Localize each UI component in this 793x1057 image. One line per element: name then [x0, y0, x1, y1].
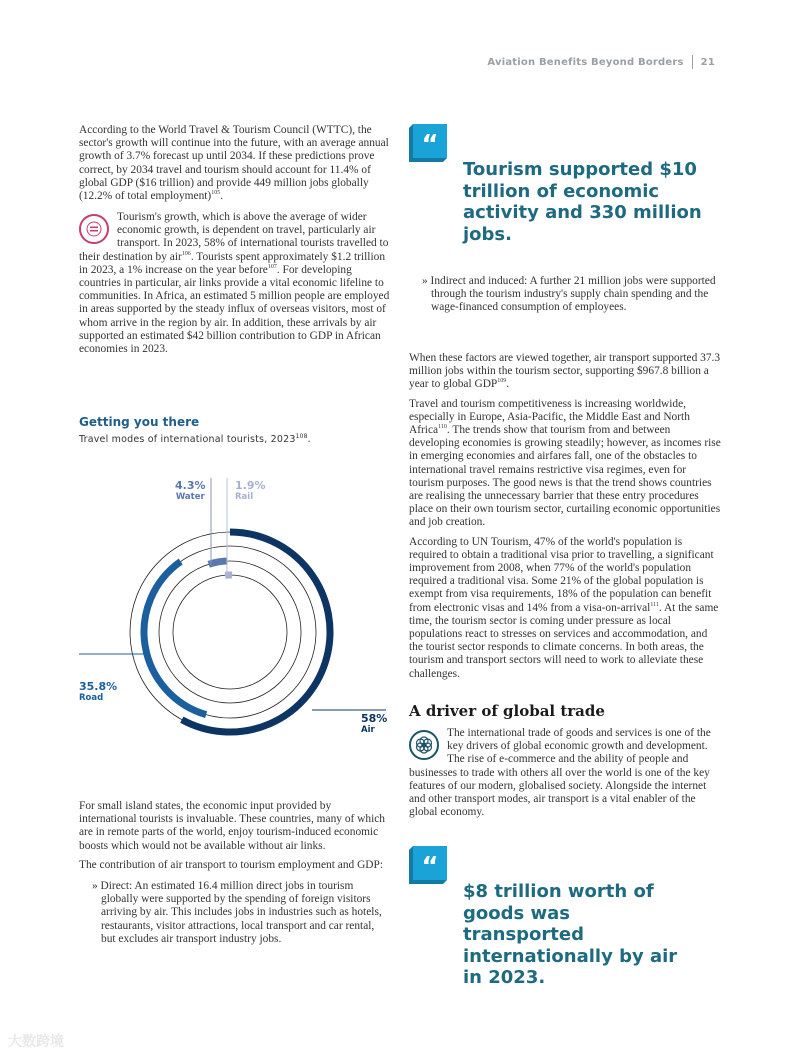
- svg-text:“: “: [421, 852, 439, 882]
- quote-icon: [409, 124, 447, 166]
- paragraph-text: Tourism's growth, which is above the average of wider economic growth, is dependent on travel, particularly air transport. In 2023, 58% of international tourists travelled to their destination by air: [79, 211, 389, 263]
- paragraph-text: . The trends show that tourism from and between developing economies is growing steadily; however, as incomes rise in emerging economies and airfares fall, one of the obstacles to international travel remains restrictive visa regimes, even for tourism purposes. The good news is that the trend shows countries are realising the unnecessary barrier that these entry procedures place on their own tourism sector, curtailing economic opportunities and job creation.: [409, 424, 721, 529]
- header-divider: [692, 55, 693, 69]
- bullet-indirect: » Indirect and induced: A further 21 million jobs were supported through the tourism industry's supply chain spending and the wage-financed consumption of employees.: [422, 275, 716, 314]
- flower-circle-icon: [409, 730, 439, 760]
- page-header: [487, 55, 715, 69]
- footnote-ref: 107: [267, 264, 277, 271]
- road-value: 35.8%: [79, 680, 118, 693]
- caption-text: Travel modes of international tourists, 2023: [79, 434, 296, 445]
- quote-icon: [409, 846, 447, 888]
- paragraph-text: . At the same time, the tourism sector is coming under pressure as local populations react to stresses on services and accommodation, and the tourist sector responds to climate concerns. In both areas, the tourism and transport sectors will need to work to alleviate these challenges.: [409, 601, 719, 680]
- publication-title: Aviation Benefits Beyond Borders: [487, 56, 684, 68]
- paragraph-text: For small island states, the economic input provided by international tourists is invaluable. These countries, many of which are in remote parts of the world, enjoy tourism-induced economic boosts which would not be available without air links.: [79, 800, 386, 852]
- air-label: [361, 713, 387, 735]
- water-value: 4.3%: [175, 479, 206, 492]
- tourism-growth-paragraph: [79, 211, 391, 362]
- section-heading-global-trade: A driver of global trade: [409, 702, 605, 720]
- water-label: [175, 480, 206, 502]
- water-name: Water: [175, 492, 205, 502]
- pull-quote-tourism: Tourism supported $10 trillion of economic activity and 330 million jobs.: [463, 159, 702, 245]
- footnote-ref: 109: [497, 378, 507, 385]
- footnote-ref: 111: [650, 601, 659, 608]
- bullet-direct: » Direct: An estimated 16.4 million direct jobs in tourism globally were supported by the spending of foreign visitors arriving by air. This includes jobs in industries such as hotels, restaurants, visitor attractions, local transport and car rental, but excludes air transport industry jobs.: [92, 880, 382, 945]
- paragraph-text: The international trade of goods and services is one of the key drivers of global economic growth and development. The rise of e-commerce and the ability of people and businesses to trade with others all over the world is one of the key features of our modern, globalised society. Alongside the internet and other transport modes, air transport is a vital enabler of the global economy.: [409, 727, 711, 819]
- paragraph-text: The contribution of air transport to tourism employment and GDP:: [79, 858, 384, 871]
- ring-water: [159, 561, 301, 703]
- paragraph-text: According to the World Travel & Tourism Council (WTTC), the sector's growth will continue into the future, with an average annual growth of 3.7% forecast up until 2034. If these predictions prove correct, by 2034 travel and tourism should account for 11.4% of global GDP ($16 trillion) and provide 449 million jobs globally (12.2% of total employment): [79, 124, 389, 203]
- arc-water: [209, 561, 228, 564]
- road-label: [79, 681, 117, 703]
- rail-value: 1.9%: [235, 479, 266, 492]
- footnote-ref: 106: [181, 250, 191, 257]
- rail-name: Rail: [235, 492, 254, 502]
- pull-quote-goods: $8 trillion worth of goods was transported internationally by air in 2023.: [463, 881, 678, 988]
- road-name: Road: [79, 693, 104, 703]
- intro-paragraph: According to the World Travel & Tourism Council (WTTC), the sector's growth will continue into the future, with an average annual growth of 3.7% forecast up until 2034. If these predictions prove correct, by 2034 travel and tourism should account for 11.4% of global GDP ($16 trillion) and provide 449 million jobs globally (12.2% of total employment)$^{105}$.: [79, 124, 389, 203]
- footnote-ref: 105: [211, 190, 221, 197]
- chart-caption: Travel modes of international tourists, 2023$^{108}$.: [79, 432, 311, 445]
- ring-rail: [173, 575, 287, 689]
- chart-heading: Getting you there: [79, 415, 200, 429]
- paragraph-text: Travel and tourism competitiveness is increasing worldwide, especially in Europe, Asia-Pacific, the Middle East and North Africa: [409, 397, 690, 437]
- footnote-ref: 110: [438, 424, 447, 431]
- paragraph-text: According to UN Tourism, 47% of the world's population is required to obtain a traditional visa prior to travelling, a significant improvement from 2008, when 77% of the world's population required a traditional visa. Some 21% of the global population is exempt from visa requirements, 18% of the population can benefit from electronic visas and 14% from a visa-on-arrival: [409, 535, 714, 614]
- page-number: 21: [700, 56, 715, 68]
- paragraph-text: . Tourists spent approximately $1.2 trillion in 2023, a 1% increase on the year before: [79, 250, 386, 276]
- equals-circle-icon: [79, 214, 109, 244]
- paragraph-text: . For developing countries in particular, air links provide a vital economic lifeline to communities. In Africa, an estimated 5 million people are employed in areas supported by the steady influx of overseas visitors, most of whom arrive in the region by air. In addition, these arrivals by air supported an estimated $42 billion contribution to GDP in African economies in 2023.: [79, 263, 390, 356]
- indirect-bullet: [409, 275, 721, 321]
- air-value: 58%: [361, 712, 388, 725]
- rail-label: [235, 480, 266, 502]
- footnote-ref: 108: [295, 432, 308, 440]
- watermark-logo: 大数跨境: [8, 1034, 64, 1050]
- air-name: Air: [361, 725, 375, 735]
- paragraph-text: When these factors are viewed together, air transport supported 37.3 million jobs within the tourism sector, supporting $967.8 billion a year to global GDP: [409, 352, 721, 391]
- arc-air: [182, 532, 330, 732]
- right-body: When these factors are viewed together, air transport supported 37.3 million jobs within the tourism sector, supporting $967.8 billion a year to global GDP$^{109}$. Travel and tourism competitiveness is increasing worldwide, especially in Europe, Asia-Pacific, the Middle East and North Africa$^{110}$. The trends show that tourism from and between developing economies is growing steadily; however, as incomes rise in emerging economies and airfares fall, one of the obstacles to international travel remains restrictive visa regimes, even for tourism purposes. The good news is that the trend shows countries are realising the unnecessary barrier that these entry procedures place on their own tourism sector, curtailing economic opportunities and job creation. According to UN Tourism, 47% of the world's population is required to obtain a traditional visa prior to travelling, a significant improvement from 2008, when 77% of the world's population required a traditional visa. Some 21% of the global population is exempt from visa requirements, 18% of the population can benefit from electronic visas and 14% from a visa-on-arrival$^{111}$. At the same time, the tourism sector is coming under pressure as local populations react to stresses on services and accommodation, and the tourist sector responds to climate concerns. In both areas, the tourism and transport sectors will need to work to alleviate these challenges.: [409, 352, 721, 680]
- travel-modes-chart: [0, 460, 400, 760]
- island-states-paragraph: [79, 800, 391, 952]
- svg-text:“: “: [421, 130, 439, 160]
- global-trade-paragraph: [409, 727, 721, 825]
- arc-road: [144, 562, 206, 715]
